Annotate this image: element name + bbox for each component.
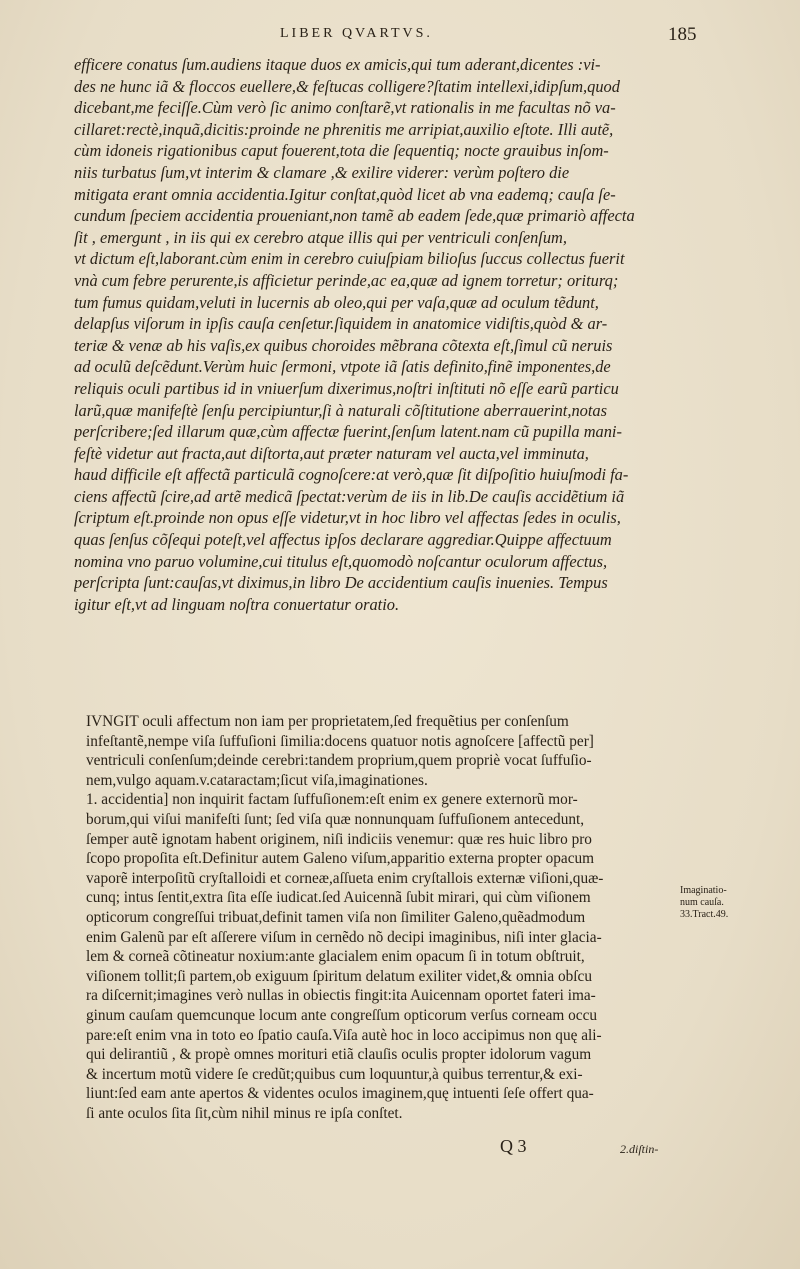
text-line: nomina vno paruo volumine,cui titulus eſt,quomodò noſcantur oculorum affectus, [74, 551, 608, 571]
text-line: pare:eſt enim vna in toto eo ſpatio cauſa.Viſa autè hoc in loco accipimus non quę ali- [86, 1026, 602, 1044]
text-line: cillaret:rectè,inquã,dicitis:proinde ne phrenitis me arripiat,auxilio eſtote. Illi autẽ, [74, 119, 614, 139]
margin-note [680, 885, 760, 921]
text-line: vnà cum febre perurente,is afficietur perinde,ac ea,quæ ad ignem torretur; oriturq; [74, 270, 619, 290]
text-line: ginum cauſam quemcunque locum ante congreſſum opticorum verſus corneam occu [86, 1006, 598, 1024]
text-line: ſit , emergunt , in iis qui ex cerebro atque illis qui per ventriculi conſenſum, [74, 227, 567, 247]
main-text-italic [74, 54, 692, 615]
text-line: opticorum congreſſui tribuat,definit tamen viſa non ſimiliter Galeno,quẽadmodum [86, 908, 586, 926]
text-line: cùm idoneis rigationibus caput fouerent,tota die ſequentiq; nocte grauibus inſom- [74, 141, 609, 161]
running-title: LIBER QVARTVS. [280, 26, 433, 41]
text-line: liunt:ſed eam ante apertos & videntes oculos imaginem,quę intuenti ſeſe offert qua- [86, 1085, 594, 1103]
text-line: & incertum motũ videre ſe credũt;quibus cum loquuntur,à quibus terrentur,& exi- [86, 1065, 583, 1083]
text-line: ad oculũ deſcẽdunt.Verùm huic ſermoni, vtpote iã ſatis definito,finẽ imponentes,de [74, 357, 611, 377]
text-line: ventriculi conſenſum;deinde cerebri:tandem proprium,quem propriè vocat ſuffuſio- [86, 752, 592, 770]
text-line: delapſus viſorum in ipſis cauſa cenſetur.ſiquidem in anatomice vidiſtis,quòd & ar- [74, 314, 608, 334]
margin-note-line: 33.Tract.49. [680, 909, 729, 920]
text-line: enim Galenũ par eſt aſſerere viſum in cernẽdo nõ decipi imaginibus, niſi inter glacia- [86, 928, 602, 946]
text-line: ſcopo propoſita eſt.Definitur autem Galeno viſum,apparitio externa propter opacum [86, 850, 595, 868]
margin-note-line: Imaginatio- [680, 885, 727, 896]
text-line: igitur eſt,vt ad linguam noſtra conuertatur oratio. [74, 594, 400, 614]
text-line: ſemper autẽ ignotam habent originem, niſi indiciis venemur: quæ res huic libro pro [86, 830, 592, 848]
text-line: teriæ & venæ ab his vaſis,ex quibus choroides mẽbrana cõtexta eſt,ſimul cũ neruis [74, 335, 613, 355]
text-line: lem & corneã cõtineatur noxium:ante glacialem enim opacum ſi in totum obſtruit, [86, 948, 585, 966]
page-number: 185 [668, 24, 697, 45]
text-line: perſcripta ſunt:cauſas,vt diximus,in libro De accidentium cauſis inuenies. Tempus [74, 573, 608, 593]
text-line: larũ,quæ manifeſtè ſenſu percipiuntur,ſi à naturali cõſtitutione aberrauerint,notas [74, 400, 607, 420]
text-line: IVNGIT oculi affectum non iam per proprietatem,ſed frequẽtius per conſenſum [86, 713, 569, 730]
text-line: ciens affectũ ſcire,ad artẽ medicã ſpectat:verùm de iis in lib.De cauſis accidẽtium iã [74, 486, 625, 506]
text-line: reliquis oculi partibus id in vniuerſum dixerimus,noſtri inſtituti nõ eſſe earũ particu [74, 378, 619, 398]
signature-mark: Q 3 [500, 1136, 527, 1156]
text-line: dicebant,me feciſſe.Cùm verò ſic animo conſtarẽ,vt rationalis in me facultas nõ va- [74, 98, 616, 118]
margin-note-line: num cauſa. [680, 897, 724, 908]
text-line: 1. accidentia] non inquirit factam ſuffuſionem:eſt enim ex genere externorũ mor- [86, 791, 578, 809]
text-line: quas ſenſus cõſequi poteſt,vel affectus ipſos declarare aggrediar.Quippe affectuum [74, 530, 612, 550]
text-line: nem,vulgo aquam.v.cataractam;ſicut viſa,imaginationes. [86, 771, 428, 789]
text-line: haud difficile eſt affectã particulã cognoſcere:at verò,quæ ſit diſpoſitio huiuſmodi fa- [74, 465, 629, 485]
running-head [0, 22, 800, 52]
text-line: perſcribere;ſed illarum quæ,cùm affectæ fuerint,ſenſum latent.nam cũ pupilla mani- [74, 422, 622, 442]
text-line: infeſtantẽ,nempe viſa ſuffuſioni ſimilia:docens quatuor notis agnoſcere [affectũ per] [86, 732, 594, 750]
text-line: vt dictum eſt,laborant.cùm enim in cerebro cuiuſpiam bilioſus ſuccus collectus fuerit [74, 249, 625, 269]
text-line: ſcriptum eſt.proinde non opus eſſe videtur,vt in hoc libro vel affectas ſedes in oculis, [74, 508, 621, 528]
text-line: vaporẽ interpoſitũ cryſtalloidi et corneæ,aſſueta enim cryſtallois externæ viſioni,quæ- [86, 869, 604, 887]
text-line: tum fumus quidam,veluti in lucernis ab oleo,qui per vaſa,quæ ad oculum tẽdunt, [74, 292, 599, 312]
text-line: niis turbatus ſum,vt interim & clamare ,& exilire viderer: verùm poſtero die [74, 162, 570, 182]
text-line: qui delirantiũ , & propè omnes morituri etiã clauſis oculis propter idolorum vagum [86, 1046, 592, 1064]
text-line: ra diſcernit;imagines verò nullas in obiectis fingit:ita Auicennam oportet fateri ima- [86, 987, 596, 1005]
commentary-text [86, 712, 682, 1123]
text-line: mitigata erant omnia accidentia.Igitur conſtat,quòd licet ab vna eademq; cauſa ſe- [74, 184, 616, 204]
text-line: efficere conatus ſum.audiens itaque duos ex amicis,qui tum aderant,dicentes :vi- [74, 55, 601, 74]
text-line: cunq; intus ſentit,extra ſita eſſe iudicat.ſed Auicennã ſubit mirari, qui cùm viſionem [86, 889, 591, 907]
text-line: feſtè videtur aut fracta,aut diſtorta,aut præter naturam vel aucta,vel imminuta, [74, 443, 589, 463]
text-line: viſionem tollit;ſi partem,ob exiguum ſpiritum delatum exiliter videt,& omnia obſcu [86, 967, 592, 985]
text-line: ſi ante oculos ſita ſit,cùm nihil minus re ipſa conſtet. [86, 1104, 403, 1122]
text-line: cundum ſpeciem accidentia proueniant,non tamẽ ab eadem ſede,quæ primariò affecta [74, 206, 635, 226]
catchword: 2.diſtin- [620, 1142, 659, 1156]
text-line: des ne hunc iã & floccos euellere,& feſtucas colligere?ſtatim intellexi,idipſum,quod [74, 76, 620, 96]
text-line: borum,qui viſui manifeſti ſunt; ſed viſa quæ nonnunquam ſuffuſionem antecedunt, [86, 810, 585, 828]
